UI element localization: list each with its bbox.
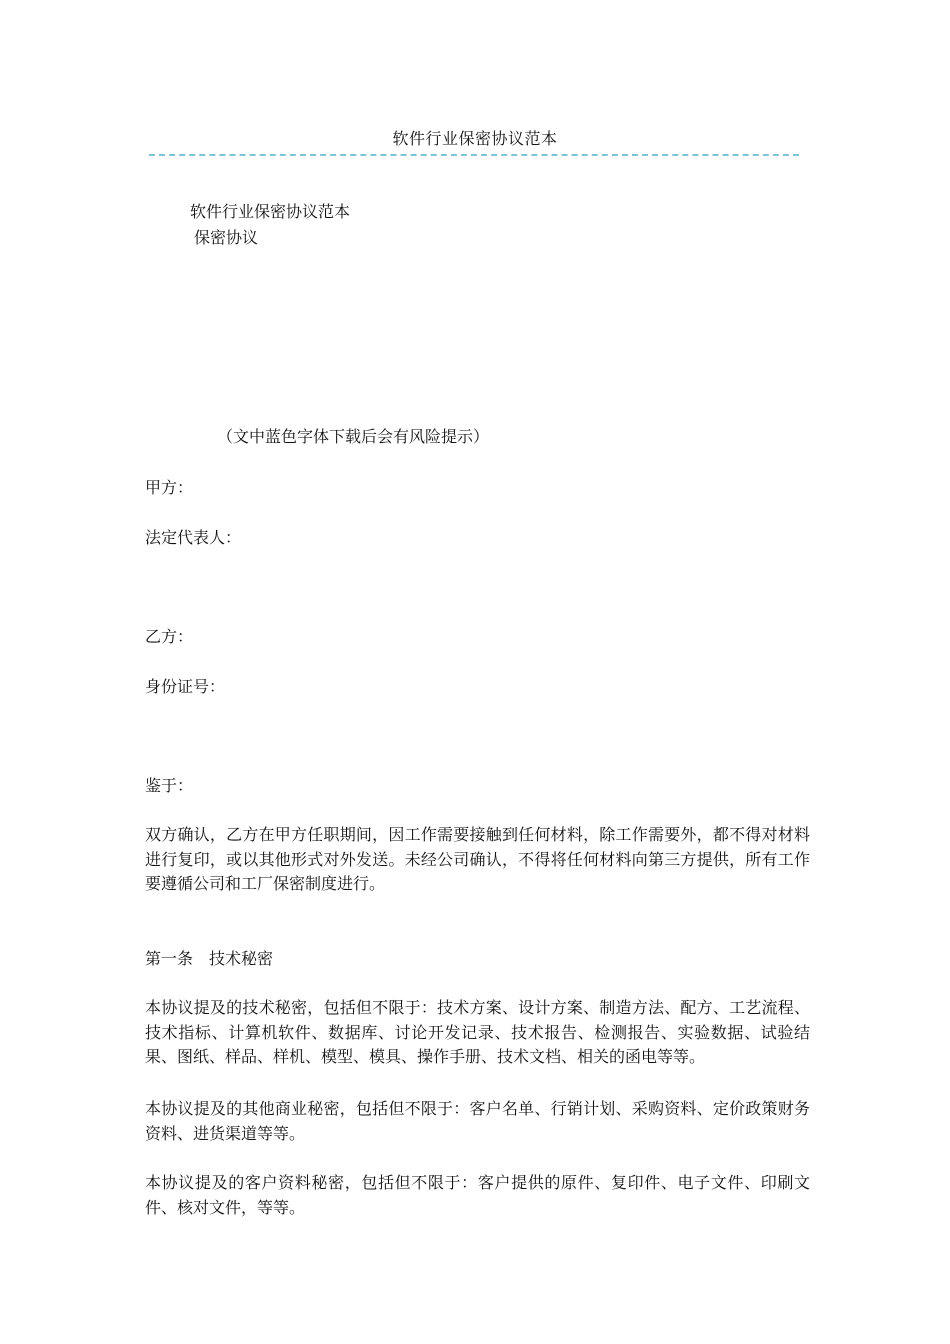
header-divider — [149, 154, 799, 156]
article-1-paragraph-2: 本协议提及的其他商业秘密，包括但不限于：客户名单、行销计划、采购资料、定价政策财务资料、进货渠道等等。 — [145, 1099, 810, 1143]
article-1-heading: 第一条 技术秘密 — [145, 949, 274, 968]
risk-note: （文中蓝色字体下载后会有风险提示） — [217, 427, 490, 446]
article-1-paragraph-1: 本协议提及的技术秘密，包括但不限于：技术方案、设计方案、制造方法、配方、工艺流程、技术指标、计算机软件、数据库、讨论开发记录、技术报告、检测报告、实验数据、试验结果、图纸、样品、样机、模型、模具、操作手册、技术文档、相关的函电等等。 — [145, 998, 810, 1066]
party-b-label: 乙方： — [145, 627, 194, 646]
intro-paragraph: 双方确认，乙方在甲方任职期间，因工作需要接触到任何材料，除工作需要外，都不得对材料进行复印，或以其他形式对外发送。未经公司确认，不得将任何材料向第三方提供，所有工作要遵循公司和工厂保密制度进行。 — [145, 825, 810, 893]
party-a-label: 甲方： — [145, 478, 194, 497]
legal-rep-label: 法定代表人： — [145, 528, 242, 547]
article-1-paragraph-3: 本协议提及的客户资料秘密，包括但不限于：客户提供的原件、复印件、电子文件、印刷文件、核对文件，等等。 — [145, 1173, 810, 1217]
doc-name: 保密协议 — [194, 228, 259, 247]
id-number-label: 身份证号： — [145, 677, 226, 696]
doc-subtitle: 软件行业保密协议范本 — [190, 202, 351, 221]
whereas-label: 鉴于： — [145, 776, 194, 795]
page-header-title: 软件行业保密协议范本 — [392, 129, 558, 148]
